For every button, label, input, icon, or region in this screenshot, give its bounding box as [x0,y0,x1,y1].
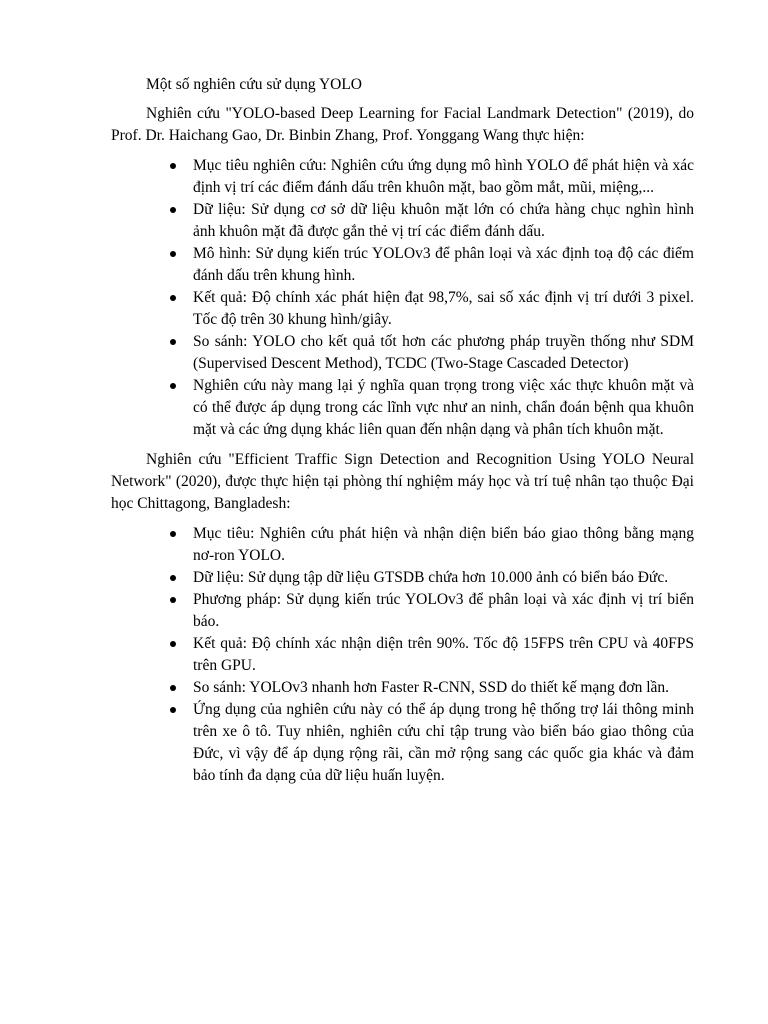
document-body [111,74,694,795]
list-item [111,699,694,787]
list-item-text: Ứng dụng của nghiên cứu này có thể áp dụng trong hệ thống trợ lái thông minh trên xe ô tô. Tuy nhiên, nghiên cứu chỉ tập trung vào biển báo giao thông của Đức, vì vậy để áp dụng rộng rãi, cần mở rộng sang các quốc gia khác và đảm bảo tính đa dạng của dữ liệu huấn luyện. [193,701,694,784]
list-item [111,375,694,441]
list-item-text: Mục tiêu: Nghiên cứu phát hiện và nhận diện biển báo giao thông bằng mạng nơ-ron YOLO. [193,525,694,564]
list-item [111,287,694,331]
list-item [111,633,694,677]
study-1-intro: Nghiên cứu "YOLO-based Deep Learning for Facial Landmark Detection" (2019), do Prof. Dr. Haichang Gao, Dr. Binbin Zhang, Prof. Yonggang Wang thực hiện: [111,105,694,144]
study-2-intro: Nghiên cứu "Efficient Traffic Sign Detection and Recognition Using YOLO Neural Network" (2020), được thực hiện tại phòng thí nghiệm máy học và trí tuệ nhân tạo thuộc Đại học Chittagong, Bangladesh: [111,451,694,512]
bullet-icon [170,597,176,603]
list-item-text: Kết quả: Độ chính xác phát hiện đạt 98,7%, sai số xác định vị trí dưới 3 pixel. Tốc độ trên 30 khung hình/giây. [193,289,694,328]
list-item-text: So sánh: YOLO cho kết quả tốt hơn các phương pháp truyền thống như SDM (Supervised Descent Method), TCDC (Two-Stage Cascaded Detector) [193,333,694,372]
bullet-icon [170,295,176,301]
list-item-text: Dữ liệu: Sử dụng cơ sở dữ liệu khuôn mặt lớn có chứa hàng chục nghìn hình ảnh khuôn mặt đã được gắn thẻ vị trí các điểm đánh dấu. [193,201,694,240]
list-item [111,523,694,567]
study-1-bullet-list [111,155,694,441]
bullet-icon [170,251,176,257]
bullet-icon [170,207,176,213]
list-item-text: Mục tiêu nghiên cứu: Nghiên cứu ứng dụng mô hình YOLO để phát hiện và xác định vị trí các điểm đánh dấu trên khuôn mặt, bao gồm mắt, mũi, miệng,... [193,157,694,196]
list-item [111,331,694,375]
bullet-icon [170,575,176,581]
list-item [111,589,694,633]
bullet-icon [170,641,176,647]
list-item-text: Dữ liệu: Sử dụng tập dữ liệu GTSDB chứa hơn 10.000 ảnh có biển báo Đức. [193,569,669,586]
bullet-icon [170,685,176,691]
list-item-text: Phương pháp: Sử dụng kiến trúc YOLOv3 để phân loại và xác định vị trí biển báo. [193,591,694,630]
list-item-text: So sánh: YOLOv3 nhanh hơn Faster R-CNN, SSD do thiết kế mạng đơn lần. [193,679,670,696]
list-item [111,677,694,699]
list-item-text: Mô hình: Sử dụng kiến trúc YOLOv3 để phân loại và xác định toạ độ các điểm đánh dấu trên khung hình. [193,245,694,284]
list-item [111,199,694,243]
list-item [111,567,694,589]
bullet-icon [170,383,176,389]
bullet-icon [170,163,176,169]
bullet-icon [170,531,176,537]
list-item-text: Nghiên cứu này mang lại ý nghĩa quan trọng trong việc xác thực khuôn mặt và có thể được áp dụng trong các lĩnh vực như an ninh, chẩn đoán bệnh qua khuôn mặt và các ứng dụng khác liên quan đến nhận dạng và phân tích khuôn mặt. [193,377,694,438]
list-item-text: Kết quả: Độ chính xác nhận diện trên 90%. Tốc độ 15FPS trên CPU và 40FPS trên GPU. [193,635,694,674]
list-item [111,155,694,199]
list-item [111,243,694,287]
bullet-icon [170,707,176,713]
bullet-icon [170,339,176,345]
study-2-bullet-list [111,523,694,787]
section-heading: Một số nghiên cứu sử dụng YOLO [146,76,362,93]
